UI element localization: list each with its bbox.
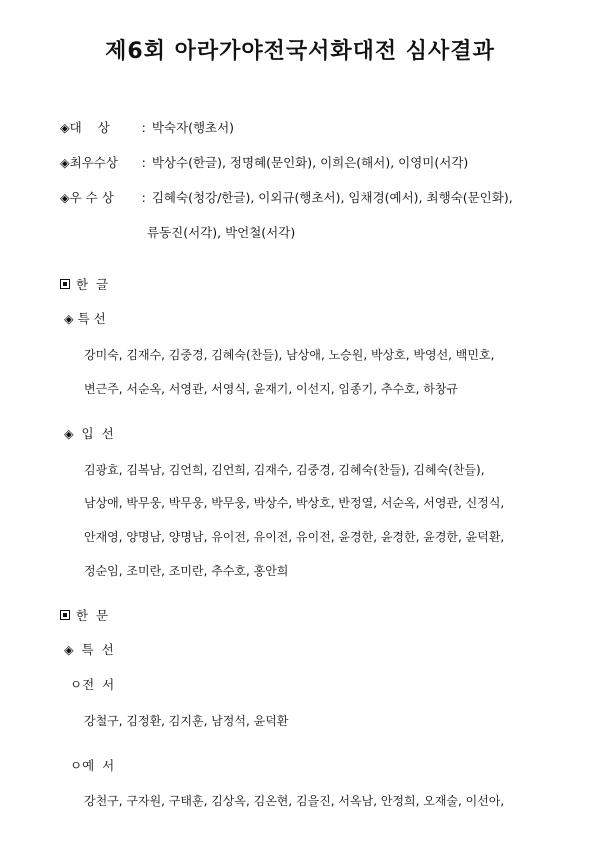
award-excellence-prize [60,153,468,171]
subgroup-heading-yeseo: ㅇ예 서 [70,758,115,773]
diamond-marker-icon: ◈ [60,120,70,135]
award-separator: : [141,155,146,170]
list-item: 정순임, 조미란, 조미란, 추수호, 홍안희 [84,564,289,578]
award-separator: : [141,120,146,135]
list-item: 김광효, 김복남, 김언희, 김언희, 김재수, 김중경, 김혜숙(찬들), 김혜숙(찬들), [84,463,485,477]
filled-square-icon [60,279,70,289]
group-heading-selection: ◈ 입 선 [64,426,114,441]
group-heading-special-selection: ◈ 특 선 [64,642,114,657]
award-label: 우 수 상 [69,190,114,205]
subgroup-heading-jeonseo: ㅇ전 서 [70,677,115,692]
award-separator: : [141,190,146,205]
section-heading-hangul: 한 글 [60,275,108,293]
list-item: 변근주, 서순옥, 서영관, 서영식, 윤재기, 이선지, 임종기, 추수호, 하창규 [84,382,459,396]
page-title: 제6회 아라가야전국서화대전 심사결과 [105,39,495,64]
filled-square-icon [60,610,70,620]
list-item: 강철구, 김정환, 김지훈, 남정석, 윤덕환 [84,714,289,728]
award-value: 박숙자(행초서) [151,120,235,135]
award-merit-prize-continued: 류동진(서각), 박언철(서각) [147,225,296,240]
list-item: 강천구, 구자원, 구태훈, 김상옥, 김온현, 김을진, 서옥남, 안정희, 오재술, 이선아, [84,794,505,808]
award-label: 대 상 [69,120,110,135]
diamond-marker-icon: ◈ [60,190,70,205]
award-grand-prize [60,118,234,136]
diamond-marker-icon: ◈ [60,155,70,170]
list-item: 안재영, 양명남, 양명남, 유이전, 유이전, 유이전, 윤경한, 윤경한, 윤경한, 윤덕환, [84,530,505,544]
award-label: 최우수상 [69,155,118,170]
award-merit-prize [60,188,513,206]
list-item: 강미숙, 김재수, 김중경, 김혜숙(찬들), 남상애, 노승원, 박상호, 박영선, 백민호, [84,348,495,362]
group-heading-special-selection: ◈ 특 선 [64,311,106,326]
section-heading-hanmun: 한 문 [60,606,108,624]
award-value: 김혜숙(청강/한글), 이외규(행초서), 임채경(예서), 최행숙(문인화), [151,190,513,205]
award-value: 박상수(한글), 정명혜(문인화), 이희은(해서), 이영미(서각) [151,155,469,170]
list-item: 남상애, 박무웅, 박무웅, 박무웅, 박상수, 박상호, 반정열, 서순옥, 서영관, 신정식, [84,496,505,510]
